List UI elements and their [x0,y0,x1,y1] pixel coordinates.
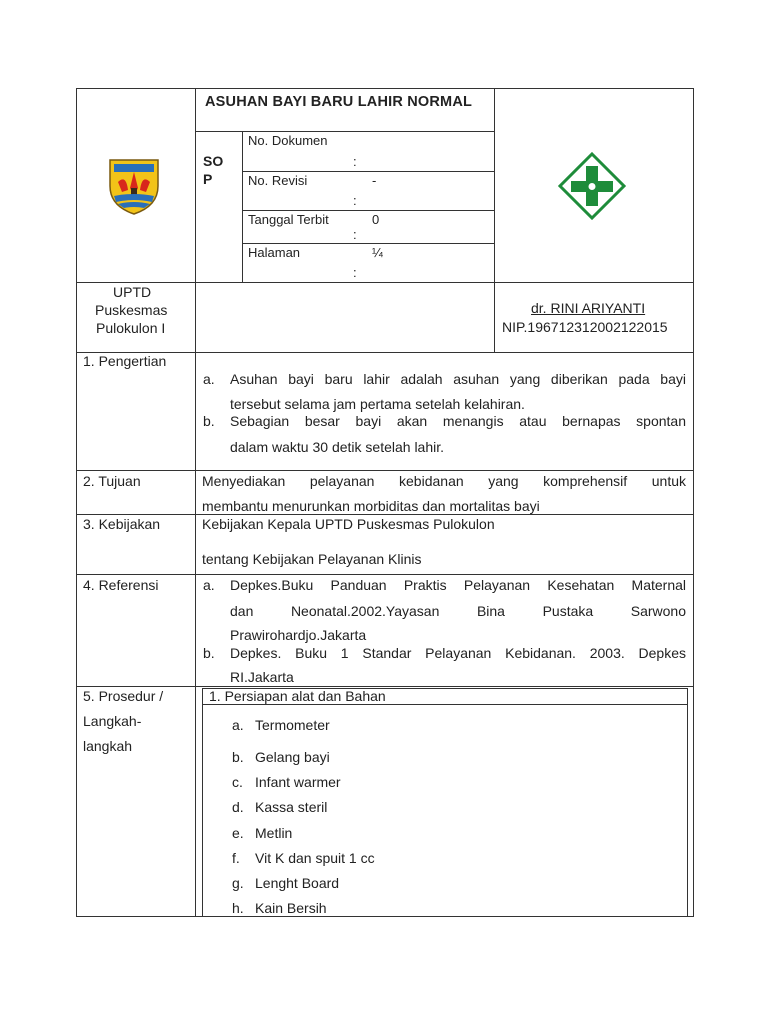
doc-number-underline [347,131,364,132]
issue-date-value: 0 [372,212,380,227]
pengertian-a-line1: Asuhan bayi baru lahir adalah asuhan yang diberikan pada bayi [230,371,686,387]
list-item: Kain Bersih [255,900,327,916]
revision-dash [347,210,364,211]
list-marker: c. [232,774,243,790]
list-marker: a. [232,717,244,733]
sop-label-line2: P [203,171,213,187]
health-cross-logo [558,152,626,220]
signer-nip: NIP.196712312002122015 [502,319,668,335]
list-item: Infant warmer [255,774,341,790]
referensi-a-line2: dan Neonatal.2002.Yayasan Bina Pustaka Sarwono [230,603,686,619]
kebijakan-line1: Kebijakan Kepala UPTD Puskesmas Pulokulon [202,516,495,532]
list-marker: g. [232,875,244,891]
section-kebijakan-label: 3. Kebijakan [83,516,161,532]
issue-date-dash [347,243,364,244]
signer-name: dr. RINI ARIYANTI [531,300,646,316]
org-name-line1: UPTD [113,284,152,300]
doc-number-colon: : [353,154,357,169]
document-title: ASUHAN BAYI BARU LAHIR NORMAL [205,94,473,110]
tujuan-line1: Menyediakan pelayanan kebidanan yang komprehensif untuk [202,473,686,489]
pengertian-b-line1: Sebagian besar bayi akan menangis atau bernapas spontan [230,413,686,429]
list-marker: h. [232,900,244,916]
list-item: Termometer [255,717,330,733]
tujuan-line2: membantu menurunkan morbiditas dan mortalitas bayi [202,498,540,514]
issue-date-colon: : [353,227,357,242]
org-name-line2: Puskesmas [95,302,168,318]
page-value: ¼ [372,245,383,260]
list-item: Gelang bayi [255,749,330,765]
emblem-logo [104,152,164,216]
referensi-a-line3: Prawirohardjo.Jakarta [230,627,367,643]
pengertian-a-line2: tersebut selama jam pertama setelah kelahiran. [230,396,525,412]
doc-number-dash [347,171,364,172]
list-marker: a. [203,577,215,593]
list-item: Kassa steril [255,799,328,815]
referensi-b-line1: Depkes. Buku 1 Standar Pelayanan Kebidanan. 2003. Depkes [230,645,686,661]
list-marker: b. [203,413,215,429]
list-marker: b. [203,645,215,661]
list-item: Lenght Board [255,875,340,891]
list-item: Vit K dan spuit 1 cc [255,850,375,866]
doc-number-label: No. Dokumen [248,133,328,148]
section-referensi-label: 4. Referensi [83,577,159,593]
list-marker: b. [232,749,244,765]
list-item: Metlin [255,825,293,841]
referensi-a-line1: Depkes.Buku Panduan Praktis Pelayanan Kesehatan Maternal [230,577,686,593]
pengertian-b-line2: dalam waktu 30 detik setelah lahir. [230,439,445,455]
list-marker: f. [232,850,240,866]
referensi-b-line2: RI.Jakarta [230,669,294,685]
kebijakan-line2: tentang Kebijakan Pelayanan Klinis [202,551,422,567]
prosedur-step-title: 1. Persiapan alat dan Bahan [209,688,386,704]
section-prosedur-label-line1: 5. Prosedur / [83,688,164,704]
section-prosedur-label-line2: Langkah- [83,713,142,729]
revision-value: - [372,173,377,188]
sop-label-line1: SO [203,153,224,169]
issue-date-label: Tanggal Terbit [248,212,329,227]
section-tujuan-label: 2. Tujuan [83,473,141,489]
section-pengertian-label: 1. Pengertian [83,353,167,369]
page-dash [347,282,364,283]
list-marker: e. [232,825,244,841]
page-label: Halaman [248,245,301,260]
list-marker: d. [232,799,244,815]
list-marker: a. [203,371,215,387]
page-colon: : [353,265,357,280]
org-name-line3: Pulokulon I [96,320,166,336]
revision-label: No. Revisi [248,173,308,188]
revision-colon: : [353,193,357,208]
section-prosedur-label-line3: langkah [83,738,133,754]
